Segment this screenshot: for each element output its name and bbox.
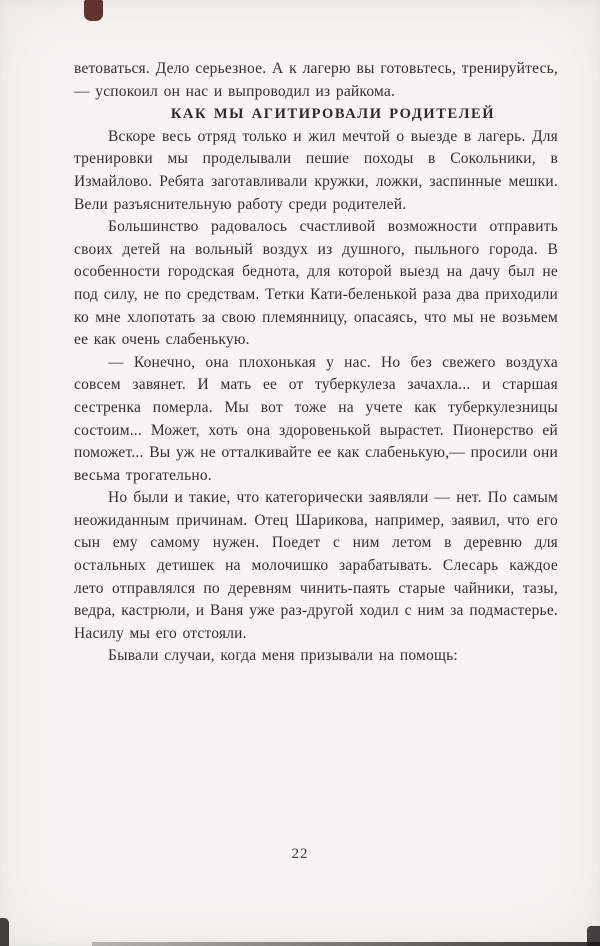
paragraph: Большинство радовалось счастливой возможности отправить своих детей на вольный воздух из душного, пыльного города. В особенности городская беднота, для которой выезд на дачу был не под силу, не по средствам. Тетки Кати-беленькой раза два приходили ко мне хлопотать за свою племянницу, опасаясь, что мы не возьмем ее как очень слабенькую. — [74, 218, 558, 349]
chapter-heading: КАК МЫ АГИТИРОВАЛИ РОДИТЕЛЕЙ — [170, 106, 496, 123]
scan-artifact-bottom-edge — [92, 942, 600, 946]
page-text-block — [74, 58, 558, 668]
paragraph-continuation: ветоваться. Дело серьезное. А к лагерю вы готовьтесь, тренируйтесь,— успокоил он нас и выпроводил из райкома. — [74, 60, 558, 100]
paragraph: — Конечно, она плохонькая у нас. Но без свежего воздуха совсем завянет. И мать ее от туберкулеза зачахла... и старшая сестренка померла. Мы вот тоже на учете как туберкулезницы состоим... Может, хоть она здоровенькой вырастет. Пионерство ей поможет... Вы уж не отталкивайте ее как слабенькую,— просили они весьма трогательно. — [74, 353, 558, 484]
paragraph: Вскоре весь отряд только и жил мечтой о выезде в лагерь. Для тренировки мы проделывали пешие походы в Сокольники, в Измайлово. Ребята заготавливали кружки, ложки, заспинные мешки. Вели разъяснительную работу среди родителей. — [74, 127, 558, 213]
page-number: 22 — [291, 846, 309, 862]
scan-artifact-bottom-left — [0, 918, 9, 946]
paragraph: Но были и такие, что категорически заявляли — нет. По самым неожиданным причинам. Отец Шарикова, например, заявил, что его сын ему самому нужен. Поедет с ним летом в деревню для остальных детишек на молочишко зарабатывать. Слесарь каждое лето отправлялся по деревням чинить-паять старые чайники, тазы, ведра, кастрюли, и Ваня уже раз-другой ходил с ним за подмастерье. Насилу мы его отстояли. — [74, 489, 558, 642]
binding-stain-artifact — [84, 0, 103, 21]
paragraph: Бывали случаи, когда меня призывали на помощь: — [108, 647, 458, 665]
